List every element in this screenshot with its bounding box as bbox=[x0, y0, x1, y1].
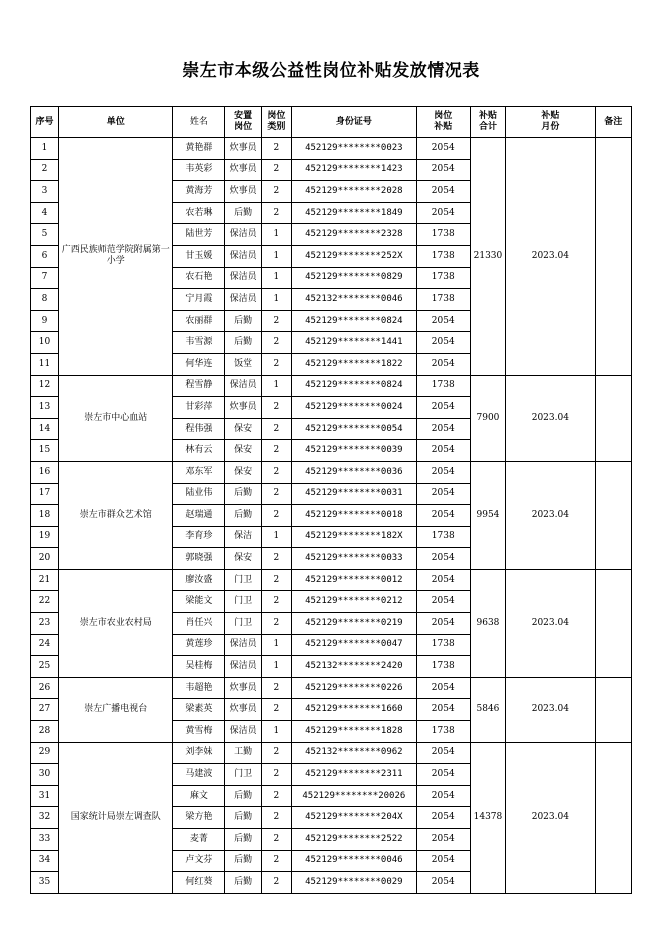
remark-cell bbox=[595, 375, 631, 461]
category-cell: 1 bbox=[261, 224, 291, 246]
post-cell: 保安 bbox=[225, 440, 261, 462]
id-number-cell: 452129********0031 bbox=[291, 483, 416, 505]
id-number-cell: 452129********182X bbox=[291, 526, 416, 548]
category-cell: 2 bbox=[261, 591, 291, 613]
id-number-cell: 452129********1822 bbox=[291, 353, 416, 375]
name-cell: 农若琳 bbox=[173, 202, 225, 224]
subsidy-cell: 1738 bbox=[416, 245, 470, 267]
post-cell: 炊事员 bbox=[225, 181, 261, 203]
name-cell: 吴桂梅 bbox=[173, 656, 225, 678]
id-number-cell: 452129********2328 bbox=[291, 224, 416, 246]
subsidy-cell: 2054 bbox=[416, 807, 470, 829]
header-name: 姓名 bbox=[173, 107, 225, 138]
seq-cell: 13 bbox=[31, 397, 59, 419]
category-cell: 2 bbox=[261, 850, 291, 872]
seq-cell: 10 bbox=[31, 332, 59, 354]
page-title: 崇左市本级公益性岗位补贴发放情况表 bbox=[182, 61, 480, 81]
subsidy-cell: 2054 bbox=[416, 332, 470, 354]
seq-cell: 20 bbox=[31, 548, 59, 570]
id-number-cell: 452129********1441 bbox=[291, 332, 416, 354]
remark-cell bbox=[595, 742, 631, 893]
seq-cell: 33 bbox=[31, 829, 59, 851]
name-cell: 梁能文 bbox=[173, 591, 225, 613]
name-cell: 程雪静 bbox=[173, 375, 225, 397]
category-cell: 2 bbox=[261, 353, 291, 375]
post-cell: 后勤 bbox=[225, 872, 261, 894]
name-cell: 廖汝盛 bbox=[173, 569, 225, 591]
category-cell: 2 bbox=[261, 418, 291, 440]
name-cell: 邓东军 bbox=[173, 461, 225, 483]
id-number-cell: 452129********252X bbox=[291, 245, 416, 267]
month-cell: 2023.04 bbox=[506, 375, 595, 461]
name-cell: 麦菁 bbox=[173, 829, 225, 851]
subsidy-cell: 1738 bbox=[416, 634, 470, 656]
seq-cell: 3 bbox=[31, 181, 59, 203]
id-number-cell: 452129********1423 bbox=[291, 159, 416, 181]
post-cell: 后勤 bbox=[225, 483, 261, 505]
category-cell: 2 bbox=[261, 764, 291, 786]
post-cell: 炊事员 bbox=[225, 159, 261, 181]
header-seq: 序号 bbox=[31, 107, 59, 138]
seq-cell: 30 bbox=[31, 764, 59, 786]
month-cell: 2023.04 bbox=[506, 569, 595, 677]
name-cell: 韦英彩 bbox=[173, 159, 225, 181]
seq-cell: 29 bbox=[31, 742, 59, 764]
header-month: 补贴 月份 bbox=[506, 107, 595, 138]
id-number-cell: 452129********0033 bbox=[291, 548, 416, 570]
category-cell: 2 bbox=[261, 332, 291, 354]
unit-cell: 国家统计局崇左调查队 bbox=[59, 742, 173, 893]
id-number-cell: 452129********20026 bbox=[291, 785, 416, 807]
seq-cell: 17 bbox=[31, 483, 59, 505]
subsidy-cell: 2054 bbox=[416, 785, 470, 807]
name-cell: 韦超艳 bbox=[173, 677, 225, 699]
category-cell: 2 bbox=[261, 829, 291, 851]
header-category: 岗位 类别 bbox=[261, 107, 291, 138]
remark-cell bbox=[595, 138, 631, 376]
remark-cell bbox=[595, 677, 631, 742]
id-number-cell: 452129********1660 bbox=[291, 699, 416, 721]
post-cell: 保洁员 bbox=[225, 634, 261, 656]
seq-cell: 14 bbox=[31, 418, 59, 440]
category-cell: 2 bbox=[261, 138, 291, 160]
post-cell: 后勤 bbox=[225, 202, 261, 224]
seq-cell: 27 bbox=[31, 699, 59, 721]
category-cell: 2 bbox=[261, 699, 291, 721]
id-number-cell: 452129********0046 bbox=[291, 850, 416, 872]
post-cell: 门卫 bbox=[225, 569, 261, 591]
subsidy-cell: 1738 bbox=[416, 526, 470, 548]
id-number-cell: 452129********0036 bbox=[291, 461, 416, 483]
subsidy-table bbox=[30, 106, 632, 894]
post-cell: 保洁员 bbox=[225, 375, 261, 397]
post-cell: 后勤 bbox=[225, 785, 261, 807]
id-number-cell: 452129********0024 bbox=[291, 397, 416, 419]
post-cell: 炊事员 bbox=[225, 699, 261, 721]
seq-cell: 25 bbox=[31, 656, 59, 678]
category-cell: 1 bbox=[261, 289, 291, 311]
post-cell: 炊事员 bbox=[225, 138, 261, 160]
header-post: 安置 岗位 bbox=[225, 107, 261, 138]
table-row bbox=[31, 742, 632, 764]
total-cell: 21330 bbox=[470, 138, 505, 376]
subsidy-cell: 2054 bbox=[416, 440, 470, 462]
month-cell: 2023.04 bbox=[506, 138, 595, 376]
name-cell: 黄艳群 bbox=[173, 138, 225, 160]
seq-cell: 24 bbox=[31, 634, 59, 656]
post-cell: 后勤 bbox=[225, 332, 261, 354]
name-cell: 赵瑞通 bbox=[173, 505, 225, 527]
subsidy-cell: 1738 bbox=[416, 375, 470, 397]
subsidy-cell: 1738 bbox=[416, 267, 470, 289]
name-cell: 农石艳 bbox=[173, 267, 225, 289]
post-cell: 保洁员 bbox=[225, 267, 261, 289]
category-cell: 2 bbox=[261, 181, 291, 203]
month-cell: 2023.04 bbox=[506, 742, 595, 893]
subsidy-cell: 2054 bbox=[416, 159, 470, 181]
id-number-cell: 452129********0047 bbox=[291, 634, 416, 656]
unit-cell: 崇左广播电视台 bbox=[59, 677, 173, 742]
seq-cell: 35 bbox=[31, 872, 59, 894]
post-cell: 保安 bbox=[225, 418, 261, 440]
subsidy-cell: 1738 bbox=[416, 289, 470, 311]
seq-cell: 19 bbox=[31, 526, 59, 548]
subsidy-cell: 2054 bbox=[416, 829, 470, 851]
id-number-cell: 452129********0824 bbox=[291, 310, 416, 332]
post-cell: 后勤 bbox=[225, 807, 261, 829]
table-row bbox=[31, 569, 632, 591]
month-cell: 2023.04 bbox=[506, 677, 595, 742]
category-cell: 2 bbox=[261, 785, 291, 807]
category-cell: 2 bbox=[261, 397, 291, 419]
name-cell: 郭晓强 bbox=[173, 548, 225, 570]
header-total: 补贴 合计 bbox=[470, 107, 505, 138]
category-cell: 1 bbox=[261, 721, 291, 743]
subsidy-cell: 2054 bbox=[416, 202, 470, 224]
subsidy-cell: 1738 bbox=[416, 656, 470, 678]
category-cell: 1 bbox=[261, 245, 291, 267]
subsidy-cell: 2054 bbox=[416, 850, 470, 872]
post-cell: 保安 bbox=[225, 548, 261, 570]
total-cell: 9638 bbox=[470, 569, 505, 677]
table-row bbox=[31, 138, 632, 160]
name-cell: 宁月霞 bbox=[173, 289, 225, 311]
subsidy-cell: 2054 bbox=[416, 138, 470, 160]
subsidy-cell: 2054 bbox=[416, 548, 470, 570]
category-cell: 2 bbox=[261, 310, 291, 332]
id-number-cell: 452129********0039 bbox=[291, 440, 416, 462]
table-row bbox=[31, 375, 632, 397]
category-cell: 2 bbox=[261, 548, 291, 570]
seq-cell: 6 bbox=[31, 245, 59, 267]
seq-cell: 32 bbox=[31, 807, 59, 829]
post-cell: 保安 bbox=[225, 461, 261, 483]
subsidy-cell: 2054 bbox=[416, 764, 470, 786]
remark-cell bbox=[595, 461, 631, 569]
name-cell: 麻文 bbox=[173, 785, 225, 807]
id-number-cell: 452129********2522 bbox=[291, 829, 416, 851]
header-subsidy: 岗位 补贴 bbox=[416, 107, 470, 138]
post-cell: 保洁员 bbox=[225, 245, 261, 267]
post-cell: 保洁员 bbox=[225, 721, 261, 743]
name-cell: 何华连 bbox=[173, 353, 225, 375]
category-cell: 2 bbox=[261, 742, 291, 764]
category-cell: 1 bbox=[261, 267, 291, 289]
table-row bbox=[31, 677, 632, 699]
total-cell: 9954 bbox=[470, 461, 505, 569]
remark-cell bbox=[595, 569, 631, 677]
name-cell: 梁素英 bbox=[173, 699, 225, 721]
seq-cell: 21 bbox=[31, 569, 59, 591]
id-number-cell: 452129********0018 bbox=[291, 505, 416, 527]
unit-cell: 崇左市中心血站 bbox=[59, 375, 173, 461]
header-row bbox=[31, 107, 632, 138]
post-cell: 后勤 bbox=[225, 505, 261, 527]
seq-cell: 7 bbox=[31, 267, 59, 289]
post-cell: 门卫 bbox=[225, 613, 261, 635]
category-cell: 1 bbox=[261, 375, 291, 397]
post-cell: 炊事员 bbox=[225, 397, 261, 419]
category-cell: 1 bbox=[261, 526, 291, 548]
unit-cell: 崇左市农业农村局 bbox=[59, 569, 173, 677]
id-number-cell: 452129********204X bbox=[291, 807, 416, 829]
seq-cell: 18 bbox=[31, 505, 59, 527]
post-cell: 工勤 bbox=[225, 742, 261, 764]
subsidy-cell: 2054 bbox=[416, 505, 470, 527]
seq-cell: 22 bbox=[31, 591, 59, 613]
seq-cell: 9 bbox=[31, 310, 59, 332]
name-cell: 梁方艳 bbox=[173, 807, 225, 829]
table-row bbox=[31, 461, 632, 483]
seq-cell: 2 bbox=[31, 159, 59, 181]
name-cell: 何红葵 bbox=[173, 872, 225, 894]
name-cell: 甘彩萍 bbox=[173, 397, 225, 419]
id-number-cell: 452129********0012 bbox=[291, 569, 416, 591]
seq-cell: 16 bbox=[31, 461, 59, 483]
id-number-cell: 452132********0962 bbox=[291, 742, 416, 764]
id-number-cell: 452129********1828 bbox=[291, 721, 416, 743]
seq-cell: 5 bbox=[31, 224, 59, 246]
seq-cell: 28 bbox=[31, 721, 59, 743]
post-cell: 门卫 bbox=[225, 764, 261, 786]
header-remark: 备注 bbox=[595, 107, 631, 138]
id-number-cell: 452129********0023 bbox=[291, 138, 416, 160]
name-cell: 黄莲珍 bbox=[173, 634, 225, 656]
category-cell: 2 bbox=[261, 613, 291, 635]
seq-cell: 11 bbox=[31, 353, 59, 375]
name-cell: 陆业伟 bbox=[173, 483, 225, 505]
subsidy-cell: 2054 bbox=[416, 461, 470, 483]
name-cell: 肖任兴 bbox=[173, 613, 225, 635]
subsidy-cell: 2054 bbox=[416, 591, 470, 613]
seq-cell: 8 bbox=[31, 289, 59, 311]
post-cell: 保洁员 bbox=[225, 289, 261, 311]
subsidy-cell: 2054 bbox=[416, 483, 470, 505]
subsidy-cell: 2054 bbox=[416, 397, 470, 419]
post-cell: 后勤 bbox=[225, 310, 261, 332]
id-number-cell: 452129********0029 bbox=[291, 872, 416, 894]
month-cell: 2023.04 bbox=[506, 461, 595, 569]
total-cell: 7900 bbox=[470, 375, 505, 461]
subsidy-cell: 2054 bbox=[416, 310, 470, 332]
subsidy-cell: 2054 bbox=[416, 699, 470, 721]
seq-cell: 12 bbox=[31, 375, 59, 397]
seq-cell: 4 bbox=[31, 202, 59, 224]
subsidy-cell: 2054 bbox=[416, 569, 470, 591]
name-cell: 黄雪梅 bbox=[173, 721, 225, 743]
unit-cell: 广西民族师范学院附属第一小学 bbox=[59, 138, 173, 376]
id-number-cell: 452129********0824 bbox=[291, 375, 416, 397]
post-cell: 保洁 bbox=[225, 526, 261, 548]
total-cell: 5846 bbox=[470, 677, 505, 742]
seq-cell: 26 bbox=[31, 677, 59, 699]
id-number-cell: 452129********0212 bbox=[291, 591, 416, 613]
name-cell: 马建波 bbox=[173, 764, 225, 786]
seq-cell: 31 bbox=[31, 785, 59, 807]
subsidy-cell: 2054 bbox=[416, 418, 470, 440]
table-body bbox=[31, 138, 632, 894]
subsidy-cell: 2054 bbox=[416, 742, 470, 764]
category-cell: 1 bbox=[261, 656, 291, 678]
header-id-number: 身份证号 bbox=[291, 107, 416, 138]
name-cell: 程伟强 bbox=[173, 418, 225, 440]
post-cell: 门卫 bbox=[225, 591, 261, 613]
subsidy-cell: 1738 bbox=[416, 721, 470, 743]
name-cell: 韦雪源 bbox=[173, 332, 225, 354]
id-number-cell: 452129********0829 bbox=[291, 267, 416, 289]
header-unit: 单位 bbox=[59, 107, 173, 138]
seq-cell: 1 bbox=[31, 138, 59, 160]
id-number-cell: 452132********0046 bbox=[291, 289, 416, 311]
post-cell: 后勤 bbox=[225, 850, 261, 872]
post-cell: 炊事员 bbox=[225, 677, 261, 699]
category-cell: 2 bbox=[261, 505, 291, 527]
name-cell: 甘玉媛 bbox=[173, 245, 225, 267]
name-cell: 陆世芳 bbox=[173, 224, 225, 246]
category-cell: 2 bbox=[261, 677, 291, 699]
id-number-cell: 452129********0219 bbox=[291, 613, 416, 635]
id-number-cell: 452129********2028 bbox=[291, 181, 416, 203]
post-cell: 保洁员 bbox=[225, 224, 261, 246]
id-number-cell: 452129********0054 bbox=[291, 418, 416, 440]
post-cell: 饭堂 bbox=[225, 353, 261, 375]
id-number-cell: 452132********2420 bbox=[291, 656, 416, 678]
category-cell: 2 bbox=[261, 569, 291, 591]
post-cell: 后勤 bbox=[225, 829, 261, 851]
category-cell: 2 bbox=[261, 202, 291, 224]
name-cell: 林有云 bbox=[173, 440, 225, 462]
subsidy-cell: 2054 bbox=[416, 872, 470, 894]
subsidy-cell: 2054 bbox=[416, 613, 470, 635]
category-cell: 2 bbox=[261, 807, 291, 829]
name-cell: 刘李妹 bbox=[173, 742, 225, 764]
category-cell: 2 bbox=[261, 872, 291, 894]
seq-cell: 34 bbox=[31, 850, 59, 872]
subsidy-cell: 2054 bbox=[416, 677, 470, 699]
unit-cell: 崇左市群众艺术馆 bbox=[59, 461, 173, 569]
name-cell: 黄海芳 bbox=[173, 181, 225, 203]
subsidy-cell: 2054 bbox=[416, 181, 470, 203]
total-cell: 14378 bbox=[470, 742, 505, 893]
name-cell: 卢文芬 bbox=[173, 850, 225, 872]
id-number-cell: 452129********1849 bbox=[291, 202, 416, 224]
id-number-cell: 452129********2311 bbox=[291, 764, 416, 786]
seq-cell: 15 bbox=[31, 440, 59, 462]
category-cell: 2 bbox=[261, 461, 291, 483]
name-cell: 农丽群 bbox=[173, 310, 225, 332]
post-cell: 保洁员 bbox=[225, 656, 261, 678]
category-cell: 2 bbox=[261, 483, 291, 505]
category-cell: 2 bbox=[261, 440, 291, 462]
category-cell: 1 bbox=[261, 634, 291, 656]
seq-cell: 23 bbox=[31, 613, 59, 635]
subsidy-cell: 2054 bbox=[416, 353, 470, 375]
id-number-cell: 452129********0226 bbox=[291, 677, 416, 699]
name-cell: 李育珍 bbox=[173, 526, 225, 548]
subsidy-cell: 1738 bbox=[416, 224, 470, 246]
category-cell: 2 bbox=[261, 159, 291, 181]
